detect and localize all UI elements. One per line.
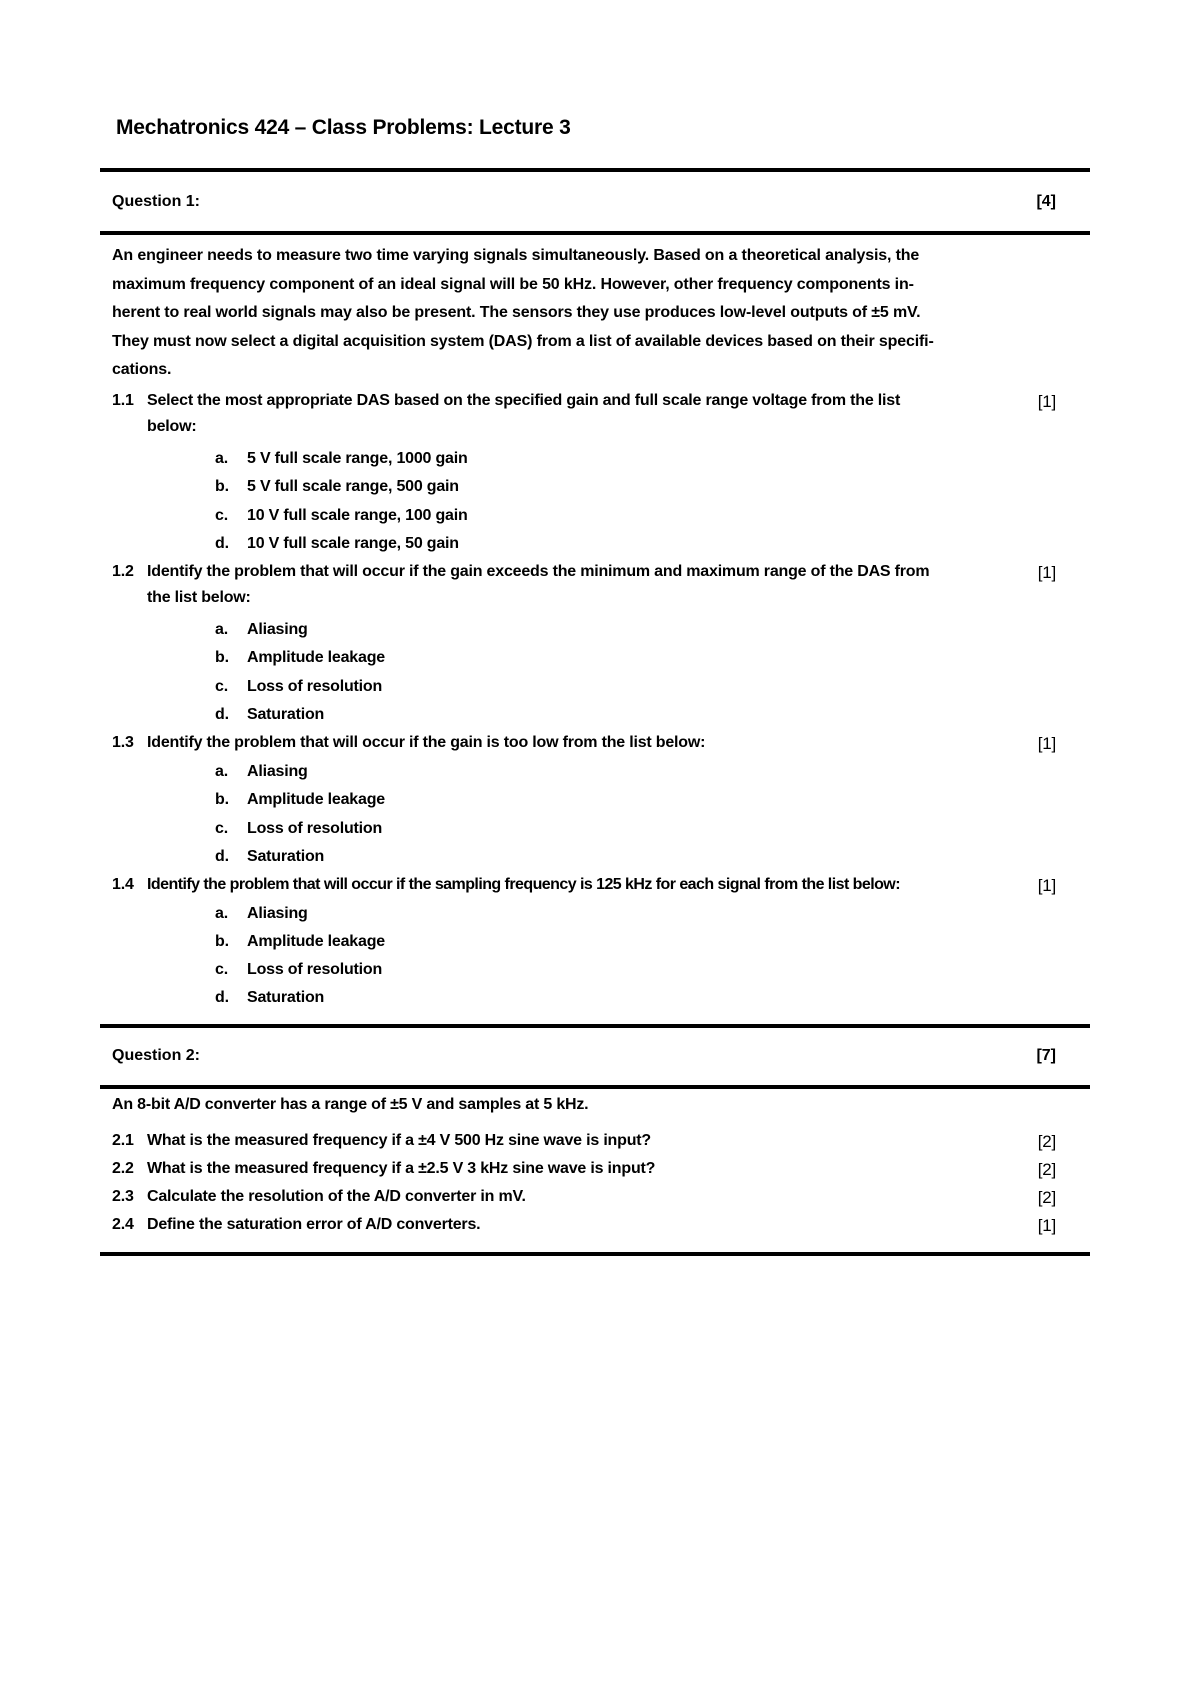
option (215, 678, 383, 696)
part-number: 1.3 (112, 734, 134, 751)
intro-line: maximum frequency component of an ideal signal will be 50 kHz. However, other frequency components in- (112, 275, 914, 293)
part-marks: [1] (1037, 1216, 1056, 1235)
page-title: Mechatronics 424 – Class Problems: Lecture 3 (116, 116, 571, 139)
part-text: Calculate the resolution of the A/D converter in mV. (147, 1188, 526, 1205)
option (215, 905, 308, 923)
part-marks: [2] (1037, 1160, 1056, 1179)
option-letter: b. (215, 791, 229, 808)
option (215, 848, 325, 866)
intro-line: herent to real world signals may also be present. The sensors they use produces low-level outputs of ±5 mV. (112, 304, 921, 321)
part-text-line: Identify the problem that will occur if the gain is too low from the list below: (147, 734, 706, 751)
part-marks: [2] (1037, 1188, 1056, 1207)
option-letter: b. (215, 478, 229, 495)
rule-q1-end (100, 1024, 1090, 1028)
option-text: 5 V full scale range, 1000 gain (247, 450, 468, 467)
option (215, 820, 383, 838)
part-marks: [1] (1037, 876, 1056, 895)
part-marks: [1] (1037, 392, 1056, 411)
part-text-line: Select the most appropriate DAS based on the specified gain and full scale range voltage from the list (147, 392, 901, 409)
option-text: Saturation (247, 989, 325, 1006)
option-text: 10 V full scale range, 50 gain (247, 535, 459, 552)
option (215, 706, 325, 724)
option-text: Saturation (247, 848, 325, 865)
option-letter: c. (215, 820, 228, 837)
part-number: 2.1 (112, 1132, 134, 1149)
part-number: 2.3 (112, 1188, 134, 1205)
part-text-line: Identify the problem that will occur if the gain exceeds the minimum and maximum range of the DAS from (147, 563, 930, 580)
question-2-marks: [7] (1036, 1047, 1056, 1064)
rule-q1-header (100, 231, 1090, 235)
part-text: What is the measured frequency if a ±2.5 V 3 kHz sine wave is input? (147, 1160, 656, 1177)
part-text (147, 734, 1027, 752)
option-text: 10 V full scale range, 100 gain (247, 507, 468, 524)
question-1-intro (112, 242, 1012, 385)
part-marks: [2] (1037, 1132, 1056, 1151)
option-letter: d. (215, 535, 229, 552)
intro-line: They must now select a digital acquisition system (DAS) from a list of available devices based on their specifi- (112, 332, 934, 350)
option-text: Loss of resolution (247, 678, 383, 695)
option (215, 791, 385, 809)
part-number: 2.2 (112, 1160, 134, 1177)
option-letter: d. (215, 848, 229, 865)
option-letter: c. (215, 507, 228, 524)
option (215, 763, 308, 781)
option-letter: a. (215, 763, 228, 780)
part-number: 1.2 (112, 563, 134, 580)
part-number: 1.1 (112, 392, 134, 409)
option-letter: a. (215, 621, 228, 638)
option (215, 507, 468, 525)
question-1-label: Question 1: (112, 193, 201, 210)
part-marks: [1] (1037, 734, 1056, 753)
option-letter: a. (215, 450, 228, 467)
option-letter: b. (215, 933, 229, 950)
part-text (147, 876, 1027, 894)
part-number: 1.4 (112, 876, 134, 893)
option (215, 933, 385, 951)
option-text: 5 V full scale range, 500 gain (247, 478, 459, 495)
option (215, 535, 459, 553)
part-text-line: Identify the problem that will occur if the sampling frequency is 125 kHz for each signal from the list below: (147, 876, 900, 893)
option-text: Loss of resolution (247, 820, 383, 837)
option (215, 649, 385, 667)
part-number: 2.4 (112, 1216, 134, 1233)
option-text: Aliasing (247, 621, 308, 638)
part-text (147, 563, 1027, 607)
option-text: Amplitude leakage (247, 649, 385, 666)
option-letter: b. (215, 649, 229, 666)
part-text: What is the measured frequency if a ±4 V 500 Hz sine wave is input? (147, 1132, 651, 1149)
rule-top (100, 168, 1090, 172)
part-text-line: below: (147, 418, 197, 435)
option-letter: c. (215, 961, 228, 978)
option-letter: c. (215, 678, 228, 695)
part-text (147, 392, 1027, 436)
question-1-marks: [4] (1036, 193, 1056, 210)
option-letter: d. (215, 706, 229, 723)
question-2-label: Question 2: (112, 1047, 201, 1064)
part-text: Define the saturation error of A/D converters. (147, 1216, 481, 1233)
option-text: Loss of resolution (247, 961, 383, 978)
option (215, 478, 459, 496)
option-text: Saturation (247, 706, 325, 723)
part-marks: [1] (1037, 563, 1056, 582)
intro-line: cations. (112, 361, 172, 378)
option (215, 621, 308, 639)
rule-q2-header (100, 1085, 1090, 1089)
intro-text: An 8-bit A/D converter has a range of ±5 V and samples at 5 kHz. (112, 1096, 589, 1113)
intro-line: An engineer needs to measure two time varying signals simultaneously. Based on a theoretical analysis, the (112, 247, 920, 264)
option (215, 450, 468, 468)
option (215, 989, 325, 1007)
option-text: Amplitude leakage (247, 933, 385, 950)
part-text-line: the list below: (147, 589, 251, 606)
option-text: Amplitude leakage (247, 791, 385, 808)
question-2-intro (112, 1096, 1062, 1114)
question-1-header (112, 193, 1062, 211)
question-2-header (112, 1047, 1062, 1065)
option-letter: d. (215, 989, 229, 1006)
option-text: Aliasing (247, 905, 308, 922)
option (215, 961, 383, 979)
option-text: Aliasing (247, 763, 308, 780)
option-letter: a. (215, 905, 228, 922)
rule-bottom (100, 1252, 1090, 1256)
